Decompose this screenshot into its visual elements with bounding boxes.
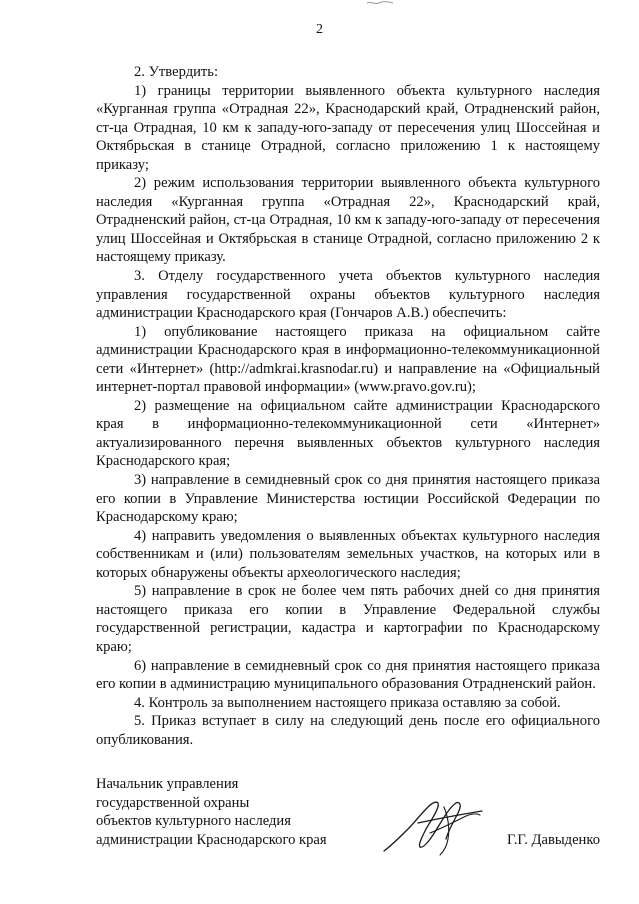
paragraph-boundaries: 1) границы территории выявленного объекта культурного наследия «Курганная группа «Отрадная 22», Краснодарский край, Отрадненский район, ст-ца Отрадная, 10 км к западу-юго-западу от пересечения улиц Шоссейная и Октябрьская в станице Отрадной, согласно приложению 1 к настоящему приказу; bbox=[96, 82, 600, 173]
handwritten-signature-icon bbox=[378, 793, 488, 858]
signatory-title-line-3: объектов культурного наследия bbox=[96, 813, 291, 830]
paragraph-municipal-copy: 6) направление в семидневный срок со дня принятия настоящего приказа его копии в администрацию муниципального образования Отрадненский район. bbox=[96, 657, 600, 693]
scan-mark-icon bbox=[365, 0, 395, 6]
paragraph-justice-copy: 3) направление в семидневный срок со дня принятия настоящего приказа его копии в Управление Министерства юстиции Российской Федерации по Краснодарскому краю; bbox=[96, 472, 600, 526]
paragraph-approve: 2. Утвердить: bbox=[134, 64, 219, 80]
signatory-title-line-2: государственной охраны bbox=[96, 794, 250, 811]
signatory-name: Г.Г. Давыденко bbox=[506, 831, 600, 848]
paragraph-department-duties: 3. Отделу государственного учета объектов культурного наследия управления государственной охраны объектов культурного наследия администрации Краснодарского края (Гончаров А.В.) обеспечить: bbox=[96, 268, 600, 322]
paragraph-owner-notices: 4) направить уведомления о выявленных объектах культурного наследия собственникам и (или) пользователям земельных участков, на которых или в которых обнаружены объекты археологического наследия; bbox=[96, 527, 600, 581]
paragraph-effective-date: 5. Приказ вступает в силу на следующий день после его официального опубликования. bbox=[96, 713, 600, 748]
paragraph-website-posting: 2) размещение на официальном сайте администрации Краснодарского края в информационно-телекоммуникационной сети «Интернет» актуализированного перечня выявленных объектов культурного наследия Краснодарского края; bbox=[96, 397, 600, 470]
signature-block bbox=[96, 775, 600, 849]
paragraph-publication: 1) опубликование настоящего приказа на официальном сайте администрации Краснодарского края в информационно-телекоммуникационной сети «Интернет» (http://admkrai.krasnodar.ru) и направление на «Официальный интернет-портал правовой информации» (www.pravo.gov.ru); bbox=[96, 323, 600, 396]
paragraph-control: 4. Контроль за выполнением настоящего приказа оставляю за собой. bbox=[134, 694, 561, 711]
signatory-title-line-1: Начальник управления bbox=[96, 776, 239, 792]
document-body bbox=[96, 63, 600, 749]
paragraph-usage-regime: 2) режим использования территории выявленного объекта культурного наследия «Курганная группа «Отрадная 22», Краснодарский край, Отрадненский район, ст-ца Отрадная, 10 км к западу-юго-западу от пересечения улиц Шоссейная и Октябрьская в станице Отрадной, согласно приложению 2 к настоящему приказу. bbox=[96, 175, 600, 266]
signatory-title-line-4: администрации Краснодарского края bbox=[96, 831, 327, 848]
paragraph-registry-copy: 5) направление в срок не более чем пять рабочих дней со дня принятия настоящего приказа его копии в Управление Федеральной службы государственной регистрации, кадастра и картографии по Краснодарскому краю; bbox=[96, 583, 600, 655]
page-number: 2 bbox=[316, 22, 323, 37]
